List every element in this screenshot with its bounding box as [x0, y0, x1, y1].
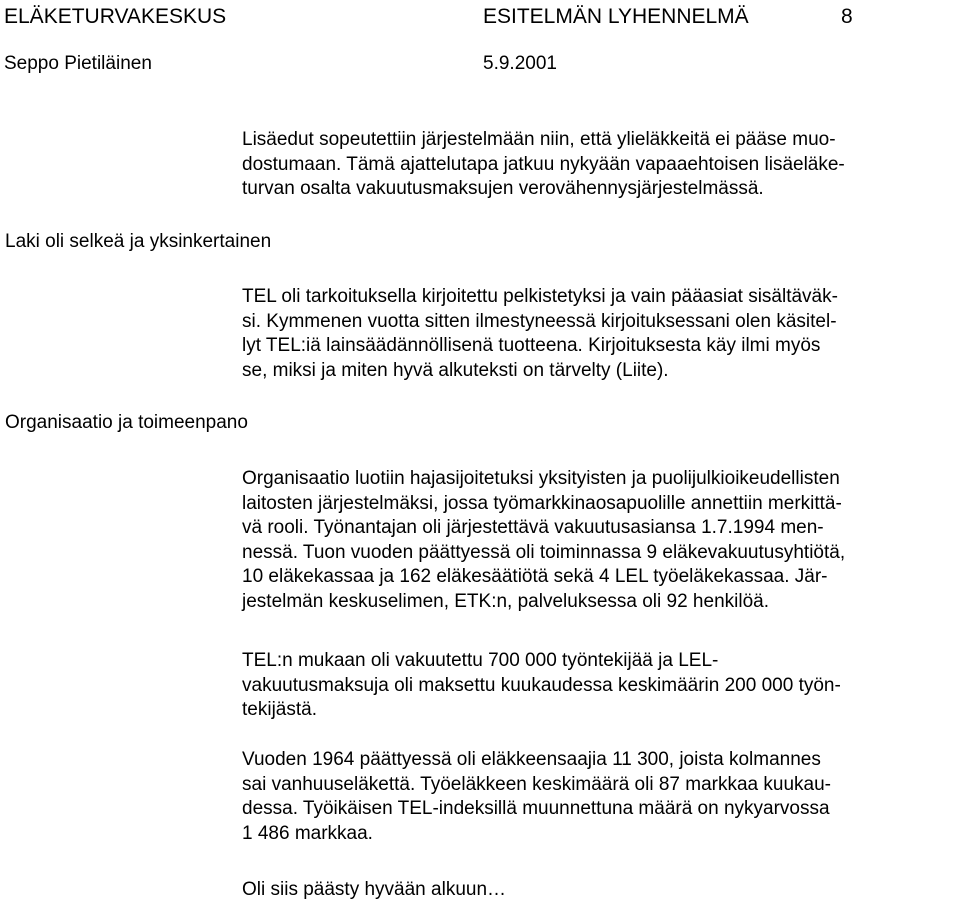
organization-name: ELÄKETURVAKESKUS [4, 5, 227, 28]
paragraph: Organisaatio luotiin hajasijoitetuksi yksityisten ja puolijulkioikeudellisten laitosten järjestelmäksi, jossa työmarkkinaosapuolille annettiin merkittä- vä rooli. Työnantajan oli järjestettävä vakuutusasiansa 1.7.1994 men- nessä. Tuon vuoden päättyessä oli toiminnassa 9 eläkevakuutusyhtiötä, 10 eläkekassaa ja 162 eläkesäätiötä sekä 4 LEL työeläkekassaa. Jär- jestelmän keskuselimen, ETK:n, palveluksessa oli 92 henkilöä. [242, 468, 846, 612]
paragraph: TEL:n mukaan oli vakuutettu 700 000 työntekijää ja LEL- vakuutusmaksuja oli maksettu kuukaudessa keskimäärin 200 000 työn- tekijästä. [242, 650, 841, 720]
author-name: Seppo Pietiläinen [4, 53, 152, 74]
paragraph: TEL oli tarkoituksella kirjoitettu pelkistetyksi ja vain pääasiat sisältäväk- si. Kymmenen vuotta sitten ilmestyneessä kirjoituksessani olen käsitel- lyt TEL:iä lainsäädännöllisenä tuotteena. Kirjoituksesta käy ilmi myös se, miksi ja miten hyvä alkuteksti on tärvelty (Liite). [242, 286, 838, 381]
paragraph: Vuoden 1964 päättyessä oli eläkkeensaajia 11 300, joista kolmannes sai vanhuuseläkettä. Työeläkkeen keskimäärä oli 87 markkaa kuukau- dessa. Työikäisen TEL-indeksillä muunnettuna määrä on nykyarvossa 1 486 markkaa. [242, 749, 831, 844]
document-title: ESITELMÄN LYHENNELMÄ [483, 5, 749, 28]
paragraph: Lisäedut sopeutettiin järjestelmään niin, että ylieläkkeitä ei pääse muo- dostumaan. Tämä ajattelutapa jatkuu nykyään vapaaehtoisen lisäeläke- turvan osalta vakuutusmaksujen verovähennysjärjestelmässä. [242, 129, 845, 199]
side-heading-law: Laki oli selkeä ja yksinkertainen [5, 231, 272, 252]
page-number: 8 [841, 5, 853, 28]
document-date: 5.9.2001 [483, 53, 557, 74]
side-heading-organisation: Organisaatio ja toimeenpano [5, 412, 248, 433]
paragraph: Oli siis päästy hyvään alkuun… [242, 879, 507, 900]
